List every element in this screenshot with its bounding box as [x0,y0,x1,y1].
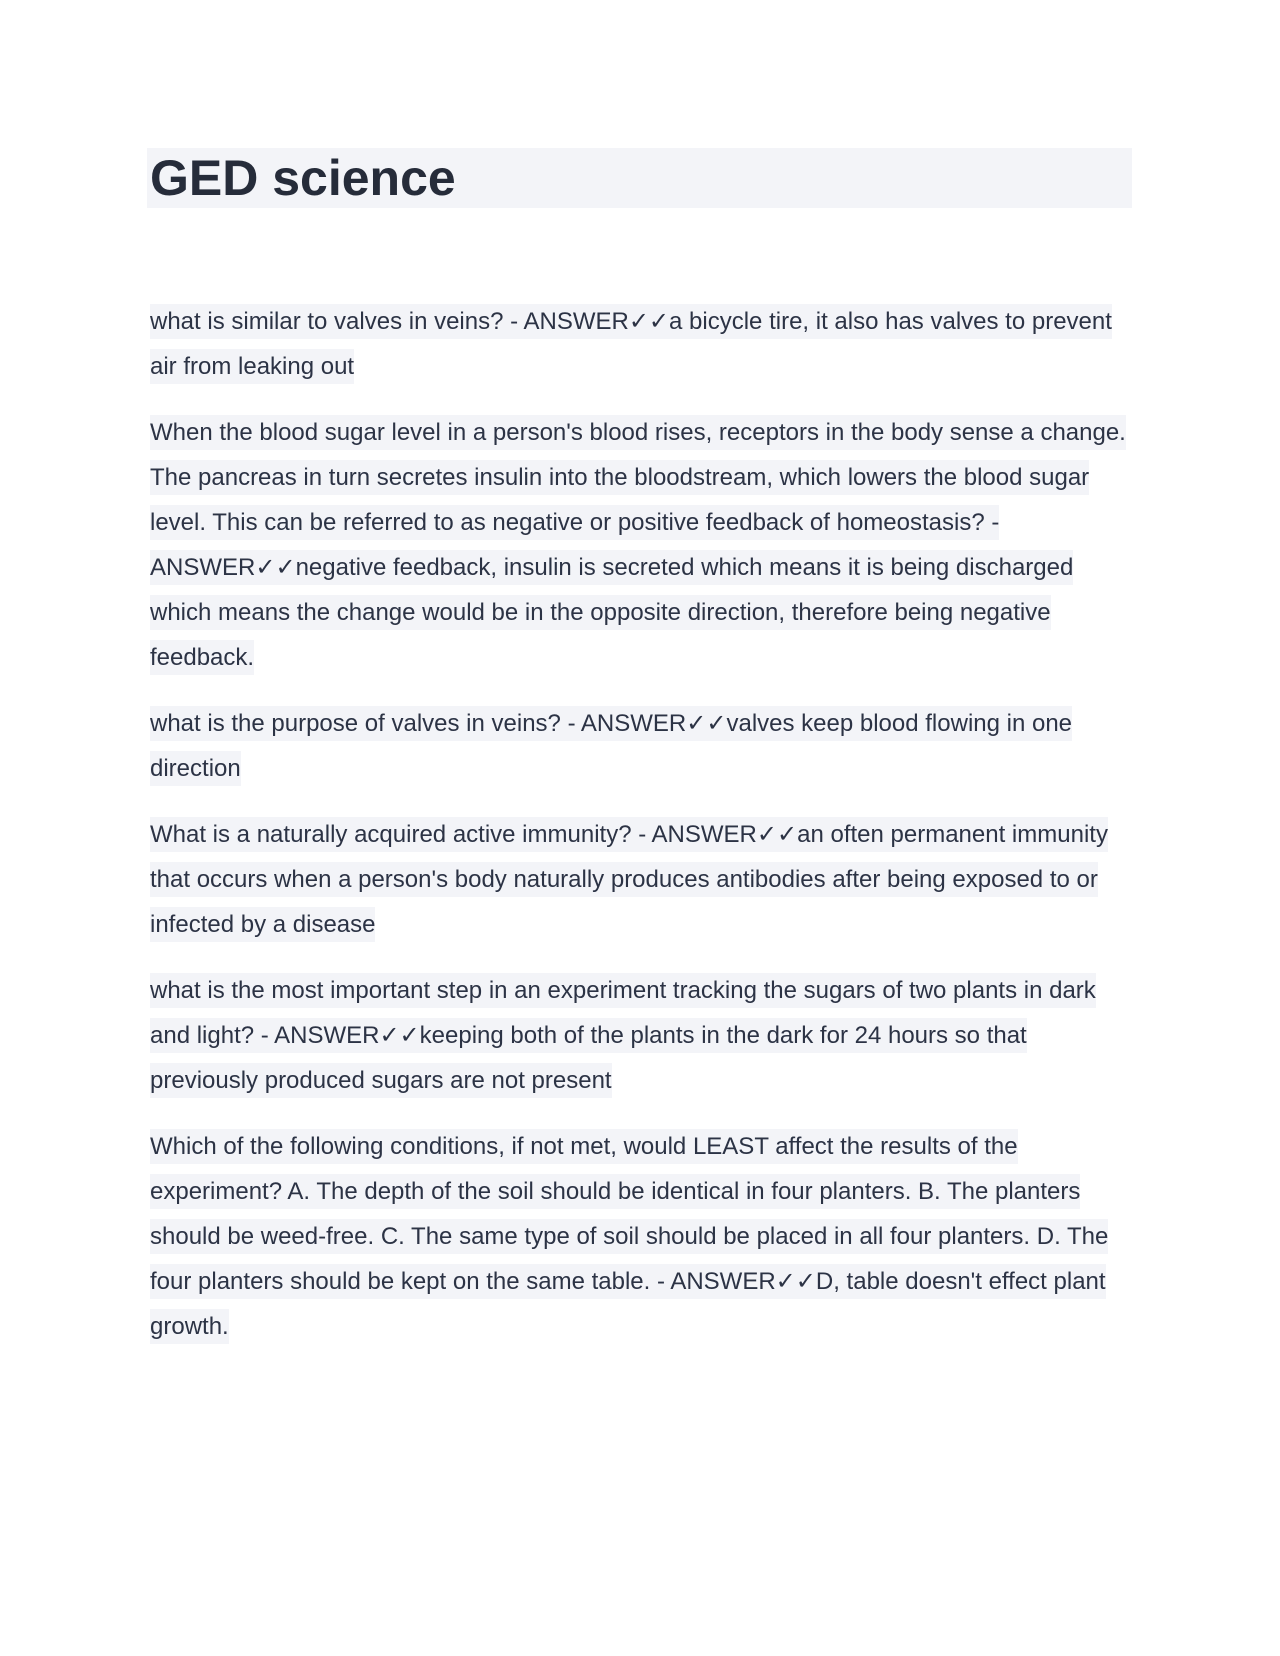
qa-item [147,701,1132,791]
page-title: GED science [150,150,456,206]
answer-marker: - ANSWER✓✓ [650,1268,816,1295]
qa-item [147,1124,1132,1349]
answer-text: valves keep blood flowing in one direction [150,710,1073,782]
answer-text: a bicycle tire, it also has valves to prevent air from leaking out [150,308,1112,380]
qa-text [150,973,1096,1098]
title-bar [147,148,1132,208]
question-text: what is the most important step in an experiment tracking the sugars of two plants in dark and light? [150,977,1096,1049]
qa-text [150,415,1126,675]
answer-text: keeping both of the plants in the dark for 24 hours so that previously produced sugars are not present [150,1022,1027,1094]
question-text: What is a naturally acquired active immunity? [150,821,632,848]
qa-item [147,299,1132,389]
qa-text [150,817,1108,942]
answer-text: negative feedback, insulin is secreted which means it is being discharged which means the change would be in the opposite direction, therefore being negative feedback. [150,554,1074,671]
answer-marker: - ANSWER✓✓ [150,509,1000,581]
qa-list [147,299,1132,1349]
qa-text [150,706,1072,786]
answer-text: D, table doesn't effect plant growth. [150,1268,1106,1340]
document-page [147,148,1132,1370]
answer-marker: - ANSWER✓✓ [254,1022,420,1049]
question-text: Which of the following conditions, if not met, would LEAST affect the results of the experiment? A. The depth of the soil should be identical in four planters. B. The planters should be weed-free. C. The same type of soil should be placed in all four planters. D. The four planters should be kept on the same table. [150,1133,1109,1295]
question-text: what is similar to valves in veins? [150,308,504,335]
question-text: When the blood sugar level in a person's blood rises, receptors in the body sense a change. The pancreas in turn secretes insulin into the bloodstream, which lowers the blood sugar level. This can be referred to as negative or positive feedback of homeostasis? [150,419,1126,536]
answer-text: an often permanent immunity that occurs when a person's body naturally produces antibodies after being exposed to or infected by a disease [150,821,1108,938]
qa-item [147,410,1132,680]
answer-marker: - ANSWER✓✓ [560,710,727,737]
question-text: what is the purpose of valves in veins? [150,710,561,737]
answer-marker: - ANSWER✓✓ [503,308,670,335]
answer-marker: - ANSWER✓✓ [631,821,798,848]
qa-text [150,304,1112,384]
qa-item [147,812,1132,947]
qa-item [147,968,1132,1103]
qa-text [150,1129,1108,1344]
